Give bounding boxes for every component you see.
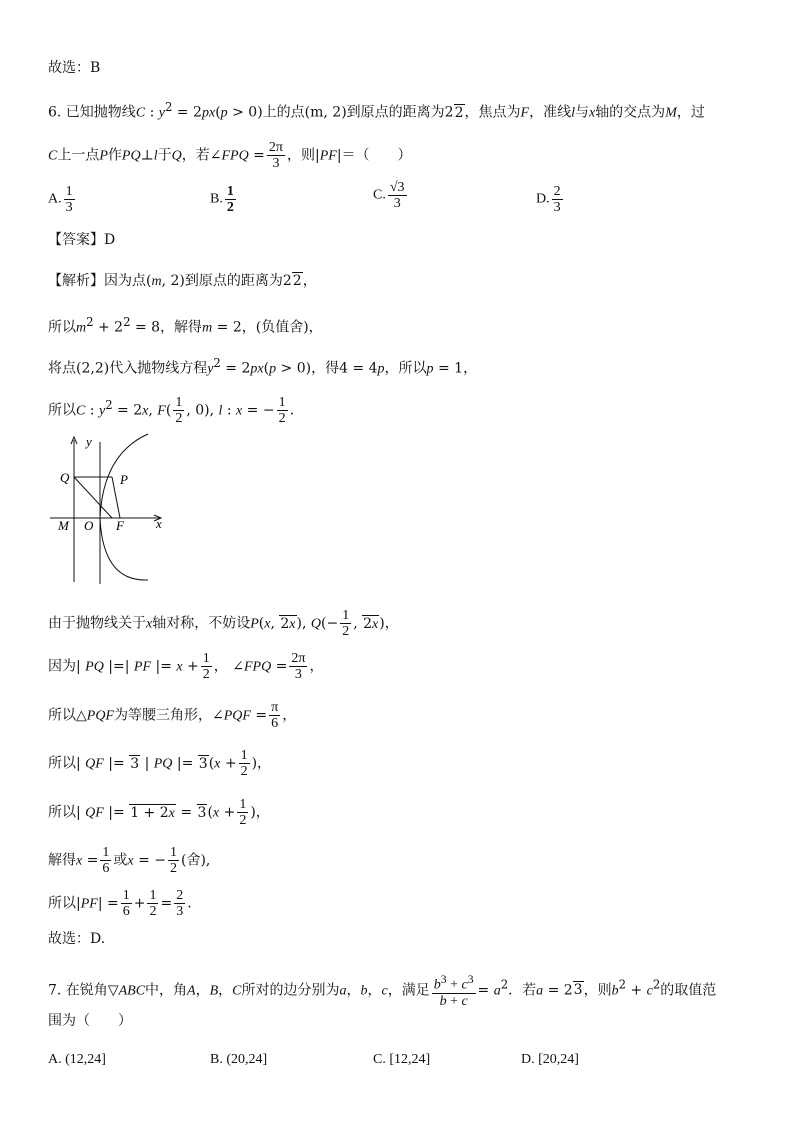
q6-option-c[interactable]: C. $\frac{√3}{3}$ bbox=[373, 180, 405, 211]
label-o: O bbox=[84, 518, 94, 533]
analysis-line10: 解得x = $\frac{1}{6}$ 或x = − $\frac{1}{2}$ (舍), bbox=[48, 845, 211, 876]
label-y: y bbox=[86, 434, 92, 449]
q7-option-d[interactable]: D. [20,24] bbox=[521, 1052, 579, 1067]
q7-stem-line1: 7. 在锐角▽ABC中，角A，B，C所对的边分别为a，b，c，满足 $\frac{b^3 + c^3}{b + c}$ = $a^2$．若a = 23，则$b^2 + c^2$的取值范 bbox=[48, 973, 717, 1009]
segment-pf bbox=[112, 477, 120, 518]
label-x: x bbox=[156, 516, 162, 531]
q7-stem-line2: 围为（ ） bbox=[48, 1013, 132, 1029]
analysis-line2: 所以$m^2 + 2^2 = 8$，解得m = 2，(负值舍)， bbox=[48, 315, 323, 336]
label-m: M bbox=[58, 518, 69, 533]
prev-answer: 故选：B bbox=[48, 60, 101, 76]
segment-qf bbox=[74, 477, 112, 518]
analysis-line6: 因为| PQ |=| PF |= x + $\frac{1}{2}$ ， ∠FPQ = $\frac{2\pi}{3}$ ， bbox=[48, 651, 324, 682]
answer-label: 【答案】D bbox=[48, 232, 116, 248]
q7-option-c[interactable]: C. [12,24] bbox=[373, 1052, 431, 1067]
q7-option-a[interactable]: A. (12,24] bbox=[48, 1052, 106, 1067]
analysis-line7: 所以△PQF为等腰三角形，∠PQF = $\frac{\pi}{6}$ ， bbox=[48, 700, 297, 731]
analysis-line1: 【解析】因为点(m, 2)到原点的距离为22， bbox=[48, 273, 317, 289]
final-answer: 故选：D. bbox=[48, 931, 106, 947]
analysis-line11: 所以|PF| = $\frac{1}{6}$ + $\frac{1}{2}$ = $\frac{2}{3}$ . bbox=[48, 888, 192, 919]
q6-option-a[interactable]: A. $\frac{1}{3}$ bbox=[48, 184, 73, 215]
analysis-line5: 由于抛物线关于x轴对称，不妨设P(x, 2x), Q(− $\frac{1}{2}$ , 2x)， bbox=[48, 608, 399, 639]
parabola-figure bbox=[48, 432, 176, 588]
label-p: P bbox=[120, 472, 128, 487]
label-q: Q bbox=[60, 470, 70, 485]
label-f: F bbox=[116, 518, 124, 533]
q7-option-b[interactable]: B. (20,24] bbox=[210, 1052, 268, 1067]
q6-option-d[interactable]: D. $\frac{2}{3}$ bbox=[536, 184, 561, 215]
analysis-line3: 将点(2,2)代入抛物线方程$y^2 = 2px(p > 0)$，得4 = 4p，所以p = 1， bbox=[48, 356, 478, 377]
q6-option-b[interactable]: B. $\frac{1}{2}$ bbox=[210, 184, 234, 215]
parabola-curve bbox=[100, 434, 148, 580]
q6-stem-line1: 6. 已知抛物线C : $y^2 = 2px(p > 0)$上的点(m, 2)到原点的距离为22，焦点为F，准线l与x轴的交点为M，过 bbox=[48, 100, 705, 121]
analysis-line8: 所以| QF |= 3 | PQ |= 3(x + $\frac{1}{2}$ )， bbox=[48, 748, 272, 779]
analysis-line4: 所以C : $y^2 = 2x$, F( $\frac{1}{2}$ , 0), l : x = − $\frac{1}{2}$ . bbox=[48, 395, 295, 427]
q6-stem-line2: C上一点P作PQ⊥l于Q，若∠FPQ = $\frac{2\pi}{3}$ ，则|PF|＝（ ） bbox=[48, 140, 412, 171]
analysis-line9: 所以| QF |= 1 + 2x = 3(x + $\frac{1}{2}$ )， bbox=[48, 797, 270, 828]
